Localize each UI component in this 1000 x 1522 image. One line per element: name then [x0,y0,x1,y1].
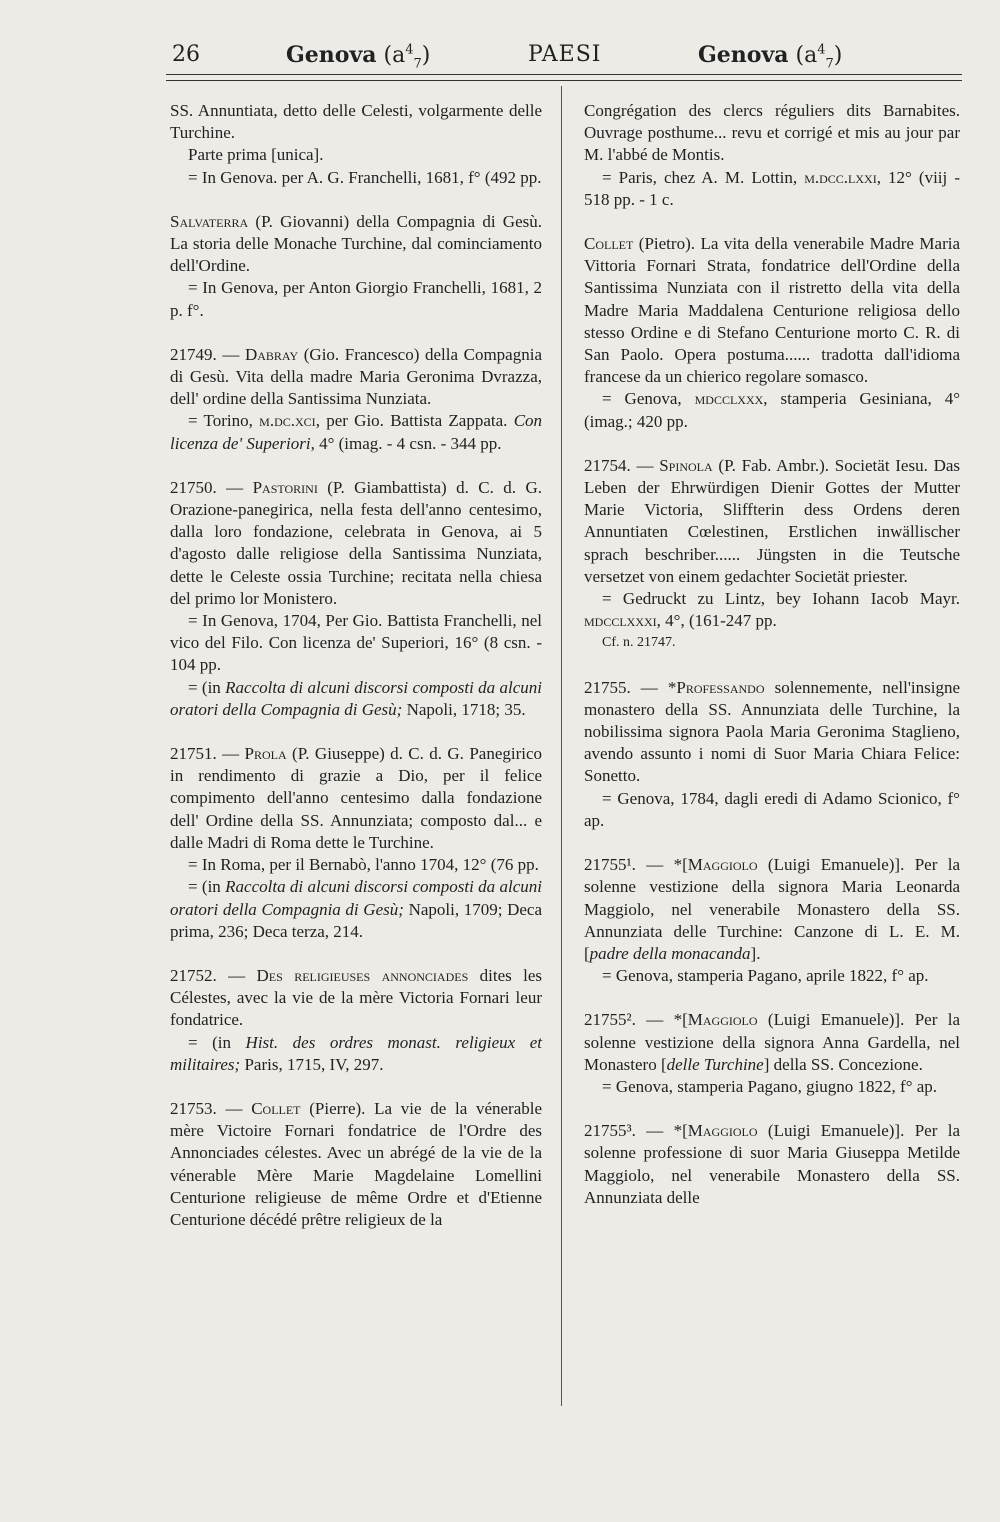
reference-title: Raccolta di alcuni discorsi composti da alcuni oratori della Compagnia di Gesù; [170,877,542,919]
entry-continued [170,100,542,189]
entry-21755-2 [584,1009,960,1098]
header-left-sig-close: ) [421,43,431,68]
imprint-format: , 4°, (161-247 pp. [656,611,777,631]
entry-title-italic: padre della monacanda [589,943,751,963]
reference-title: Raccolta di alcuni discorsi composti da alcuni oratori della Compagnia di Gesù; [170,677,542,719]
header-left-sig-sup: 4 [405,42,414,58]
entry-reference [170,876,542,943]
entry-imprint [584,388,960,432]
header-left-place: Genova [286,42,377,68]
entry-body [584,1009,960,1076]
entry-imprint: = In Roma, per il Bernabò, l'anno 1704, 12° (76 pp. [188,855,539,875]
reference-prefix: = (in [188,1032,232,1052]
header-rule-thin [166,80,962,81]
imprint-year: m.dcc.lxxi [804,167,877,187]
header-right-sig: (a [795,43,818,68]
entry-author: Spinola [659,455,713,475]
header-right-sig-sub: 7 [825,56,834,72]
entry-body [170,211,542,278]
header-center-title: PAESI [528,42,602,67]
entry-body [584,854,960,965]
entry-title: (Pierre). La vie de la vénerable mère Victoire Fornari fondatrice de l'Ordre des Annonciades célestes. Avec un abrégé de la vie de la vénerable Mère Marie Magdelaine Lomellini Centurione religieuse de même Ordre et d'Etienne Centurione décédé prêtre religieux de la [170,1098,543,1229]
entry-imprint: = Genova, stamperia Pagano, giugno 1822, f° ap. [602,1076,938,1096]
reference-imprint: Napoli, 1709; Deca prima, 236; Deca terza, 214. [170,899,543,941]
entry-21751 [170,743,542,943]
header-rule-thick [166,74,962,75]
imprint-format: , 12° (viij - 518 pp. - 1 c. [584,167,960,209]
imprint-format: , 4° (imag. - 4 csn. - 344 pp. [310,433,502,453]
entry-body [170,1098,542,1231]
entry-imprint: = In Genova, 1704, Per Gio. Battista Franchelli, nel vico del Filo. Con licenza de' Superiori, 16° (8 csn. - 104 pp. [170,611,542,675]
entry-21753-continued [584,100,960,211]
entry-title: (Luigi Emanuele)]. Per la solenne vestizione della signora Maria Leonarda Maggiolo, nel venerabile Monastero della SS. Annunziata delle Turchine: Canzone di L. E. M. [ [584,855,960,963]
entry-imprint [170,410,542,454]
reference-imprint: Paris, 1715, IV, 297. [244,1054,384,1074]
entry-number: 21755². — [584,1010,664,1030]
entry-21753 [170,1098,542,1231]
entry-number: 21749. — [170,344,240,364]
entry-21754 [584,455,960,655]
entry-title: solennemente, nell'insigne monastero della SS. Annunziata delle Turchine, la nobilissima signora Paola Maria Geronima Staglieno, avendo assunto i nomi di Suor Maria Chiara Felice: Sonetto. [584,677,961,786]
entry-title: SS. Annuntiata, detto delle Celesti, volgarmente delle Turchine. [170,101,542,143]
entry-reference [170,1032,542,1076]
entry-title: dites les Célestes, avec la vie de la mère Victoria Fornari leur fondatrice. [170,965,543,1030]
entry-number: 21755. — [584,677,658,697]
entry-author: Prola [244,744,287,764]
imprint-place: = Paris, chez A. M. Lottin, [602,167,798,187]
entry-number: 21755¹. — [584,855,664,875]
entry-number: 21755³. — [584,1121,664,1141]
entry-21749 [170,344,542,455]
imprint-year: mdcclxxxi [584,611,657,631]
entry-title: Congrégation des clercs réguliers dits Barnabites. Ouvrage posthume... revu et corrigé et mis au jour par M. l'abbé de Montis. [584,101,960,165]
entry-title: (Pietro). La vita della venerabile Madre Maria Vittoria Fornari Strata, fondatrice dell'Ordine della Santissima Nunziata con il ristretto della vita della Madre Maria Maddalena Centurione religiosa dello stesso Ordine e di Stefano Centurione morto C. R. di San Paolo. Opera postuma...... tradotta dall'idioma francese da un chierico regolare somasco. [584,234,960,387]
entry-imprint [584,588,960,632]
entry-collet-it [584,233,960,433]
right-column [584,100,960,1231]
reference-prefix: = (in [188,677,221,697]
imprint-year: mdcclxxx [694,389,764,409]
entry-title: (P. Fab. Ambr.). Societät Iesu. Das Leben der Ehrwürdigen Dienir Gottes der Mutter Marie Victoria, Sliffterin dess Ordens deren Annuntiaten Cœlestinen, Erstlichen inwällischer sprach beschriber...... Jüngsten in die Teutsche versetzet von einem gedachter Societät priester. [584,455,961,586]
entry-body [170,743,542,854]
entry-body [170,344,542,411]
column-divider [561,86,562,1406]
entry-title: (Gio. Francesco) della Compagnia di Gesù. Vita della madre Maria Geronima Dvrazza, dell' ordine della Santissima Nunziata. [170,344,542,409]
entry-note: Parte prima [unica]. [188,145,324,165]
entry-21755 [584,677,960,832]
entry-imprint: = Genova, 1784, dagli eredi di Adamo Scionico, f° ap. [584,788,960,830]
entry-number: 21751. — [170,744,240,764]
entry-body [584,677,960,788]
entry-21755-1 [584,854,960,987]
page-number: 26 [172,42,200,67]
header-right-place: Genova [698,42,789,68]
cross-reference: Cf. n. 21747. [602,635,676,651]
entry-salvaterra [170,211,542,322]
entry-body [170,965,542,1032]
entry-number: 21752. — [170,965,246,985]
entry-author: Dabray [244,344,299,364]
entry-author: Pastorini [252,477,318,497]
reference-prefix: = (in [188,877,221,897]
entry-author: Collet [251,1098,301,1118]
entry-author: *[Maggiolo [673,1010,758,1030]
entry-imprint: = In Genova, per Anton Giorgio Franchelli, 1681, 2 p. f°. [170,278,542,320]
entry-title-italic: delle Turchine [666,1054,764,1074]
imprint-place: = Genova, [602,389,682,409]
header-left-sig: (a [383,43,406,68]
imprint-place: = Gedruckt zu Lintz, bey Iohann Iacob Mayr. [602,589,960,609]
imprint-year: m.dc.xci [259,411,316,431]
entry-author: Collet [584,234,634,254]
header-left-title [286,42,430,71]
reference-title: Hist. des ordres monast. religieux et militaires; [170,1032,542,1074]
entry-body [170,477,542,610]
entry-body [584,233,960,388]
entry-title: (P. Giuseppe) d. C. d. G. Panegirico in rendimento di grazie a Dio, per il felice compimento dell'anno centesimo dalla fondazione dell' Ordine della SS. Annunziata; composto dal... e dalle Madri di Roma dette le Turchine. [170,744,543,852]
entry-author: *Professando [667,677,765,697]
entry-reference [170,677,542,721]
running-header [0,36,1000,86]
entry-imprint: = In Genova. per A. G. Franchelli, 1681, f° (492 pp. [188,167,542,187]
header-left-sig-sub: 7 [413,56,422,72]
entry-title: (Luigi Emanuele)]. Per la solenne vestizione della signora Anna Gardella, nel Monastero [ [584,1010,960,1074]
imprint-printer: , per Gio. Battista Zappata. [315,411,508,431]
entry-imprint [584,167,960,211]
entry-author: Des religieuses annonciades [256,965,469,985]
entry-title: (P. Giovanni) della Compagnia di Gesù. La storia delle Monache Turchine, dal cominciamento dell'Ordine. [170,211,542,276]
entry-title-end: ] della SS. Concezione. [763,1054,923,1074]
imprint-printer: , stamperia Gesiniana, 4° (imag.; 420 pp. [584,389,960,431]
entry-title: (Luigi Emanuele)]. Per la solenne professione di suor Maria Giuseppa Metilde Maggiolo, nel venerabile Monastero della SS. Annunziata delle [584,1121,960,1207]
entry-body [584,455,960,588]
entry-author: *[Maggiolo [673,1121,758,1141]
entry-number: 21750. — [170,477,244,497]
entry-21750 [170,477,542,721]
entry-number: 21753. — [170,1098,243,1118]
header-right-sig-sup: 4 [817,42,826,58]
header-right-sig-close: ) [833,43,843,68]
entry-author: *[Maggiolo [673,855,758,875]
entry-title: (P. Giambattista) d. C. d. G. Orazione-panegirica, nella festa dell'anno centesimo, dalla loro fondazione, celebrata in Genova, ai 5 d'agosto dalle religiose della Santissima Nunziata, dette le Celeste ossia Turchine; recitata nella chiesa del primo lor Monistero. [170,477,542,608]
entry-title-end: ]. [750,943,761,963]
imprint-licence: Con licenza de' Superiori [170,411,543,453]
entry-author: Salvaterra [170,211,249,231]
entry-body [584,1120,960,1209]
entry-21755-3 [584,1120,960,1209]
entry-21752 [170,965,542,1076]
left-column [170,100,542,1253]
entry-number: 21754. — [584,455,654,475]
imprint-place: = Torino, [188,411,253,431]
reference-imprint: Napoli, 1718; 35. [406,699,526,719]
header-right-title [698,42,842,71]
entry-imprint: = Genova, stamperia Pagano, aprile 1822, f° ap. [602,966,929,986]
